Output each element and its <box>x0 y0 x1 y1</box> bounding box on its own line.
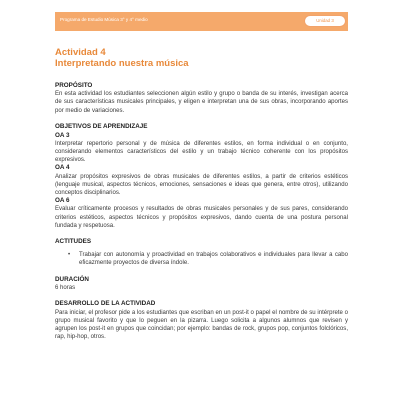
objective-code: OA 3 <box>55 131 70 139</box>
objective-code: OA 4 <box>55 164 70 172</box>
duration-text: 6 horas <box>55 284 76 291</box>
activity-subtitle: Interpretando nuestra música <box>55 58 189 69</box>
program-title: Programa de Estudio Música 3° y 4° medio <box>60 17 148 22</box>
attitudes-heading: ACTITUDES <box>55 238 92 246</box>
objective-text: Analizar propósitos expresivos de obras musicales de diferentes estilos, a partir de criterios estéticos (lenguaje musical, aspectos técnicos, emociones, sensaciones e ideas que genera, entre otros), utilizando conceptos disciplinarios. <box>55 173 348 196</box>
document-body <box>55 82 348 341</box>
attitude-item: • Trabajar con autonomía y proactividad en trabajos colaborativos e individuales para llevar a cabo eficazmente proyectos de diversa índole. <box>79 251 348 267</box>
purpose-heading: PROPÓSITO <box>55 82 93 89</box>
objective-code: OA 6 <box>55 197 70 205</box>
duration-heading: DURACIÓN <box>55 275 89 283</box>
activity-title: Actividad 4 <box>55 47 106 58</box>
purpose-text: En esta actividad los estudiantes seleccionen algún estilo y grupo o banda de su interés, investigan acerca de sus características musicales principales, y eligen e interpretan una de sus obras, incorporando aportes por medio de variaciones. <box>55 91 348 114</box>
attitudes-list <box>55 251 348 267</box>
development-text: Para iniciar, el profesor pide a los estudiantes que escriban en un post-it o papel el nombre de su intérprete o grupo musical favorito y que lo peguen en la pizarra. Luego solicita a algunos alumnos que revisen y agrupen los post-it en grupos que coincidan; por ejemplo: bandas de rock, grupos pop, conjuntos folclóricos, rap, hip-hop, otros. <box>55 309 348 341</box>
objective-text: Evaluar críticamente procesos y resultados de obras musicales personales y de sus pares, considerando criterios estéticos, aspectos técnicos y propósitos expresivos, dando cuenta de una postura personal fundada y respetuosa. <box>55 206 348 229</box>
unit-label: Unidad 3 <box>316 18 334 23</box>
unit-badge <box>304 15 346 27</box>
development-heading: DESARROLLO DE LA ACTIVIDAD <box>55 300 156 308</box>
objectives-heading: OBJETIVOS DE APRENDIZAJE <box>55 123 148 131</box>
objective-text: Interpretar repertorio personal y de música de diferentes estilos, en forma individual o en conjunto, considerando elementos característicos del estilo y un trabajo técnico coherente con los propósitos expresivos. <box>55 140 348 164</box>
